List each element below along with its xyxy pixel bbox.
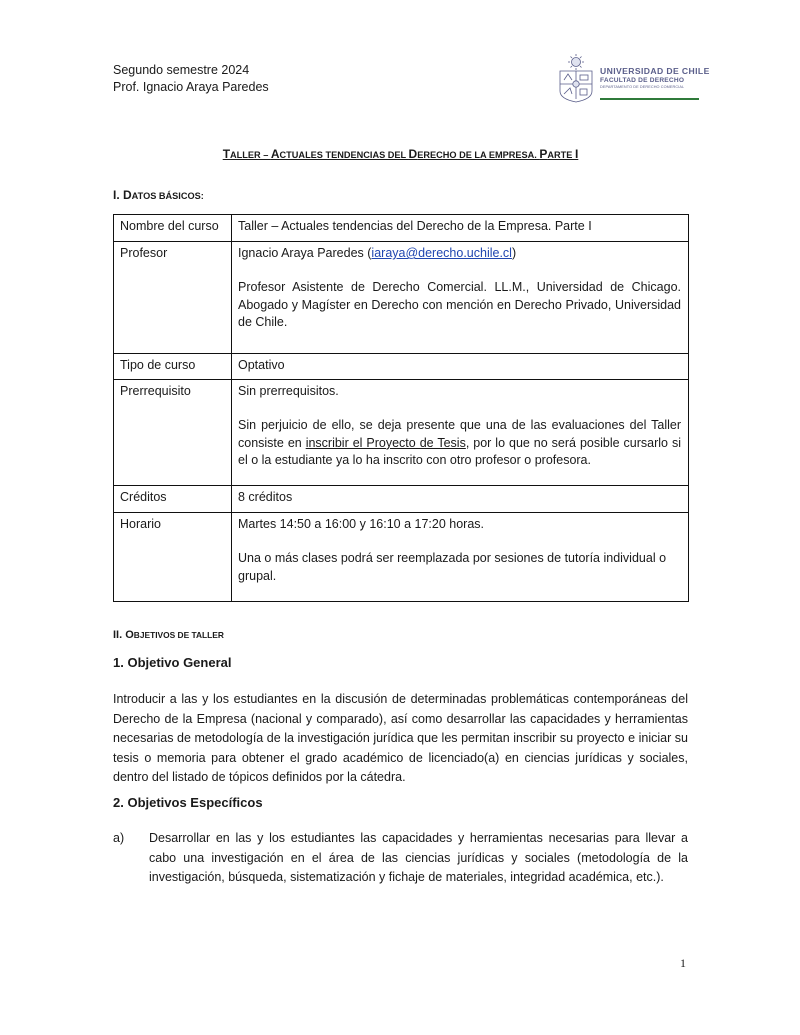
- professor-credentials: Profesor Asistente de Derecho Comercial. LL.M., Universidad de Chicago. Abogado y Magíster en Derecho con mención en Derecho Privado, Universidad de Chile.: [238, 280, 681, 330]
- professor-line: Prof. Ignacio Araya Paredes: [113, 80, 269, 94]
- row-label: Créditos: [114, 486, 232, 513]
- row-value: Ignacio Araya Paredes (iaraya@derecho.uchile.cl) Profesor Asistente de Derecho Comercial. LL.M., Universidad de Chicago. Abogado y Magíster en Derecho con mención en Derecho Privado, Universidad de Chile.: [232, 242, 689, 354]
- row-label: Horario: [114, 513, 232, 602]
- objetivo-general-text: Introducir a las y los estudiantes en la discusión de determinadas problemáticas contemporáneas del Derecho de la Empresa (nacional y comparado), así como desarrollar las capacidades y herramientas necesarias de metodología de la investigación jurídica que les permitan inscribir su proyecto e iniciar su tesis o memoria para obtener el grado académico de licenciado(a) en ciencias jurídicas y sociales, dentro del listado de tópicos definidos por la cátedra.: [113, 692, 688, 785]
- logo-department-name: DEPARTAMENTO DE DERECHO COMERCIAL: [600, 85, 685, 89]
- row-label: Profesor: [114, 242, 232, 354]
- row-value: 8 créditos: [232, 486, 689, 513]
- page-number: 1: [680, 956, 686, 970]
- course-info-table: [113, 214, 689, 602]
- section-heading-objetivos: II. OBJETIVOS DE TALLER: [113, 629, 224, 641]
- thesis-requirement-emphasis: inscribir el Proyecto de Tesis: [305, 435, 466, 450]
- logo-university-name: UNIVERSIDAD DE CHILE: [600, 66, 710, 76]
- row-value: Martes 14:50 a 16:00 y 16:10 a 17:20 horas. Una o más clases podrá ser reemplazada por sesiones de tutoría individual o grupal.: [232, 513, 689, 602]
- table-row: [114, 513, 689, 602]
- document-title: TALLER – ACTUALES TENDENCIAS DEL DERECHO DE LA EMPRESA. PARTE I: [222, 147, 579, 161]
- row-value: Sin prerrequisitos. Sin perjuicio de ello, se deja presente que una de las evaluaciones del Taller consiste en inscribir el Proyecto de Tesis, por lo que no será posible cursarlo si el o la estudiante ya lo ha inscrito con otro profesor o profesora.: [232, 380, 689, 486]
- row-label: Nombre del curso: [114, 215, 232, 242]
- row-label: Prerrequisito: [114, 380, 232, 486]
- section-heading-datos-basicos: I. DATOS BÁSICOS:: [113, 188, 204, 202]
- university-crest-icon: [556, 53, 596, 103]
- table-row: [114, 486, 689, 513]
- university-logo: [556, 53, 710, 103]
- objetivo-general-heading: 1. Objetivo General: [113, 655, 232, 670]
- list-marker: a): [113, 831, 125, 845]
- list-item-text: Desarrollar en las y los estudiantes las capacidades y herramientas necesarias para llevar a cabo una investigación en el área de las ciencias jurídicas y sociales (metodología de la investigación, búsqueda, sistematización y fichaje de materiales, integridad académica, etc.).: [149, 831, 688, 885]
- table-row: [114, 215, 689, 242]
- semester-line: Segundo semestre 2024: [113, 63, 250, 77]
- objetivos-especificos-heading: 2. Objetivos Específicos: [113, 795, 263, 810]
- table-row: [114, 380, 689, 486]
- table-row: [114, 354, 689, 380]
- row-label: Tipo de curso: [114, 354, 232, 380]
- logo-faculty-name: FACULTAD DE DERECHO: [600, 77, 685, 84]
- professor-email-link[interactable]: iaraya@derecho.uchile.cl: [371, 246, 512, 260]
- row-value: Taller – Actuales tendencias del Derecho de la Empresa. Parte I: [232, 215, 689, 242]
- row-value: Optativo: [232, 354, 689, 380]
- logo-divider: [600, 98, 699, 100]
- list-item: [113, 829, 688, 888]
- table-row: [114, 242, 689, 354]
